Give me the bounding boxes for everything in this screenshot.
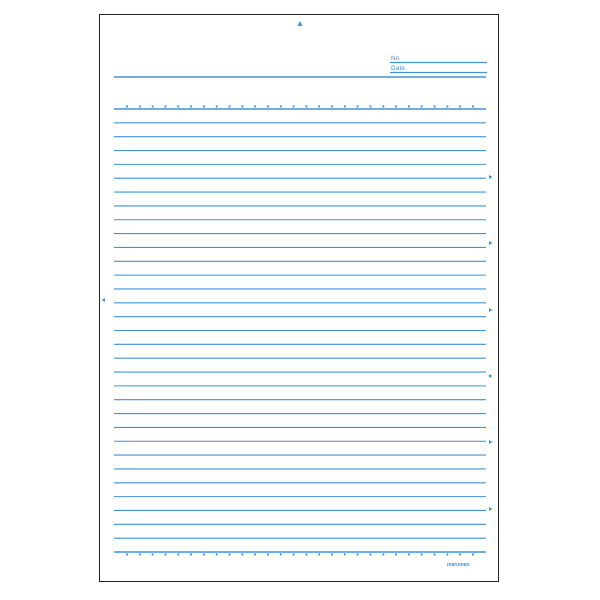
bottom-dot — [267, 553, 269, 555]
top-dot — [318, 105, 320, 107]
right-edge-marker — [489, 374, 493, 378]
bottom-dot — [446, 553, 448, 555]
bottom-dot — [177, 553, 179, 555]
bottom-dot — [395, 553, 397, 555]
top-dot — [446, 105, 448, 107]
top-dot — [369, 105, 371, 107]
top-dot — [357, 105, 359, 107]
right-edge-marker — [489, 507, 493, 511]
top-dot — [152, 105, 154, 107]
right-edge-marker — [489, 175, 493, 179]
top-dot — [280, 105, 282, 107]
top-dot — [433, 105, 435, 107]
bottom-dot — [280, 553, 282, 555]
top-dot — [177, 105, 179, 107]
bottom-dot — [305, 553, 307, 555]
bottom-dot — [203, 553, 205, 555]
top-dot — [203, 105, 205, 107]
bottom-dot — [459, 553, 461, 555]
bottom-dot — [318, 553, 320, 555]
top-dot — [228, 105, 230, 107]
no-label: No — [391, 55, 400, 62]
top-dot — [216, 105, 218, 107]
top-dot — [459, 105, 461, 107]
bottom-dot — [152, 553, 154, 555]
top-dot — [139, 105, 141, 107]
top-dot — [164, 105, 166, 107]
bottom-dot — [254, 553, 256, 555]
notebook-page — [99, 14, 499, 582]
right-edge-marker — [489, 440, 493, 444]
left-center-marker — [102, 298, 106, 302]
bottom-dot — [421, 553, 423, 555]
top-dot — [305, 105, 307, 107]
bottom-dot — [344, 553, 346, 555]
top-center-marker — [298, 21, 303, 26]
bottom-dot — [216, 553, 218, 555]
bottom-dot — [126, 553, 128, 555]
bottom-dot — [139, 553, 141, 555]
top-dot — [254, 105, 256, 107]
bottom-dot — [164, 553, 166, 555]
bottom-dot — [190, 553, 192, 555]
top-dot — [190, 105, 192, 107]
right-edge-marker — [489, 241, 493, 245]
date-label: Date — [391, 65, 406, 72]
top-dot — [126, 105, 128, 107]
bottom-dot — [331, 553, 333, 555]
bottom-dot — [433, 553, 435, 555]
bottom-dot — [369, 553, 371, 555]
brand-logo: maruman — [447, 562, 470, 568]
bottom-dot — [408, 553, 410, 555]
right-edge-marker — [489, 308, 493, 312]
top-dot — [408, 105, 410, 107]
top-dot — [382, 105, 384, 107]
bottom-dot — [292, 553, 294, 555]
bottom-dot — [382, 553, 384, 555]
bottom-dot — [228, 553, 230, 555]
top-dot — [331, 105, 333, 107]
top-dot — [241, 105, 243, 107]
bottom-dot — [472, 553, 474, 555]
bottom-dot — [357, 553, 359, 555]
top-dot — [344, 105, 346, 107]
top-dot — [292, 105, 294, 107]
top-dot — [472, 105, 474, 107]
top-dot — [421, 105, 423, 107]
bottom-dot — [241, 553, 243, 555]
ruled-lines — [100, 15, 500, 583]
top-dot — [267, 105, 269, 107]
top-dot — [395, 105, 397, 107]
